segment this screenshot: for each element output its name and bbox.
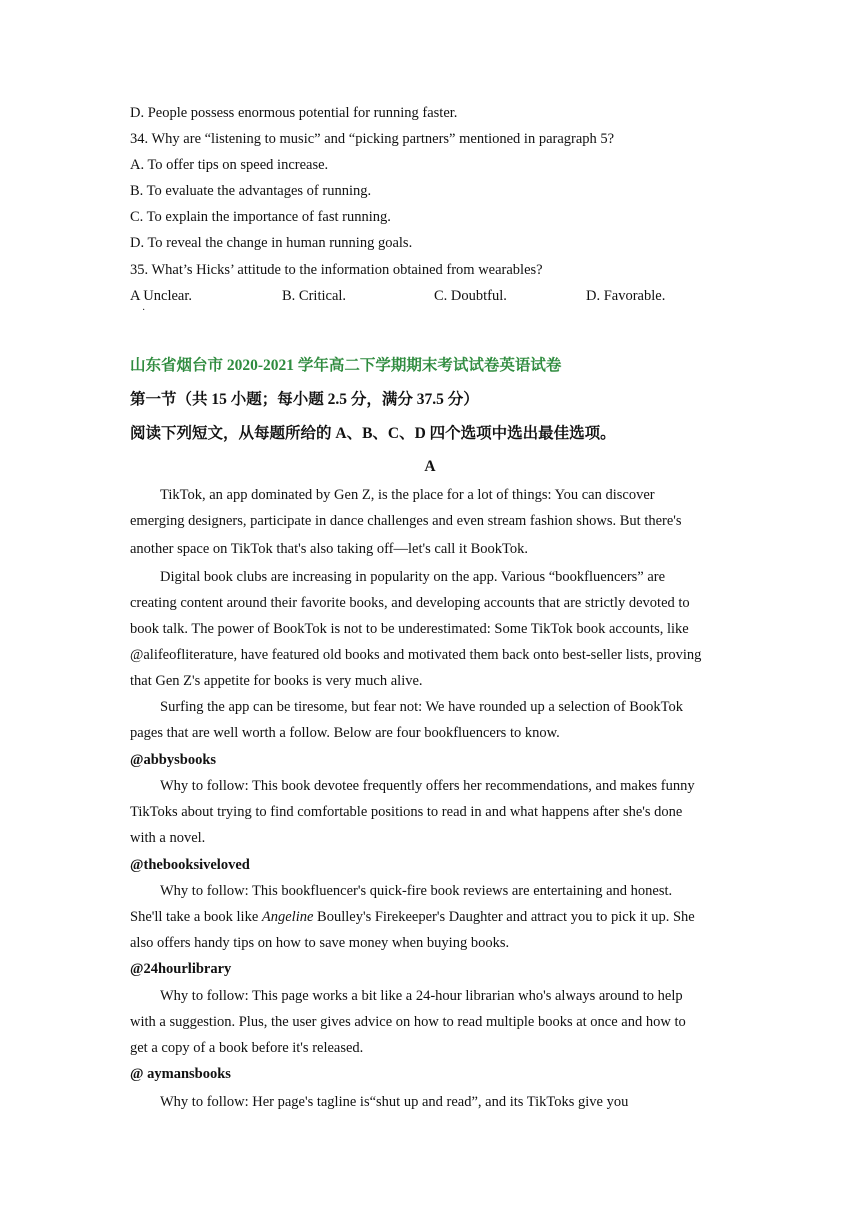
q34-option-a: A. To offer tips on speed increase.: [130, 157, 329, 173]
passage-p1-line1: TikTok, an app dominated by Gen Z, is the place for a lot of things: You can discover: [160, 487, 655, 503]
q33-option-d: D. People possess enormous potential for running faster.: [130, 105, 458, 121]
section-heading: 第一节（共 15 小题；每小题 2.5 分，满分 37.5 分）: [130, 391, 479, 408]
account-handle-thebooksiveloved: @thebooksiveloved: [130, 857, 250, 873]
q35-option-b: B. Critical.: [282, 288, 347, 304]
account-desc-line: Why to follow: This book devotee frequently offers her recommendations, and makes funny: [160, 778, 695, 794]
q34-stem: 34. Why are “listening to music” and “picking partners” mentioned in paragraph 5?: [130, 131, 615, 147]
account-handle-aymansbooks: @ aymansbooks: [130, 1066, 231, 1082]
instruction: 阅读下列短文，从每题所给的 A、B、C、D 四个选项中选出最佳选项。: [130, 425, 616, 442]
account-desc-line: Why to follow: This bookfluencer's quick-fire book reviews are entertaining and honest.: [160, 883, 673, 899]
q35-option-d: D. Favorable.: [586, 288, 666, 304]
q35-option-c: C. Doubtful.: [434, 288, 507, 304]
account-desc-line: [130, 907, 695, 927]
passage-p3-line2: pages that are well worth a follow. Below are four bookfluencers to know.: [130, 725, 560, 741]
emphasis-dot: ·: [142, 305, 146, 316]
q34-option-b: B. To evaluate the advantages of running.: [130, 183, 372, 199]
passage-p3-line1: Surfing the app can be tiresome, but fear not: We have rounded up a selection of BookTok: [160, 699, 684, 715]
passage-label: A: [424, 458, 436, 475]
passage-p1-line2: emerging designers, participate in dance challenges and even stream fashion shows. But there's: [130, 513, 682, 529]
account-desc-text: She'll take a book like: [130, 909, 262, 925]
q35-option-a: A Unclear.: [130, 288, 193, 304]
account-desc-line: Why to follow: This page works a bit like a 24-hour librarian who's always around to help: [160, 988, 683, 1004]
passage-p2-line4: @alifeofliterature, have featured old books and motivated them back onto best-seller lists, proving: [130, 647, 702, 663]
account-desc-line: Why to follow: Her page's tagline is“shut up and read”, and its TikToks give you: [160, 1094, 629, 1110]
account-handle-abbysbooks: @abbysbooks: [130, 752, 217, 768]
account-desc-line: with a novel.: [130, 830, 206, 846]
passage-p2-line3: book talk. The power of BookTok is not to be underestimated: Some TikTok book accounts, like: [130, 621, 689, 637]
passage-p2-line2: creating content around their favorite books, and developing accounts that are strictly devoted to: [130, 595, 690, 611]
account-desc-line: with a suggestion. Plus, the user gives advice on how to read multiple books at once and how to: [130, 1014, 686, 1030]
passage-p2-line1: Digital book clubs are increasing in popularity on the app. Various “bookfluencers” are: [160, 569, 666, 585]
italic-name: Angeline: [261, 909, 314, 925]
account-desc-text: Boulley's Firekeeper's Daughter and attract you to pick it up. She: [313, 909, 695, 925]
account-desc-line: TikToks about trying to find comfortable positions to read in and what happens after she's done: [130, 804, 683, 820]
account-handle-24hourlibrary: @24hourlibrary: [130, 961, 232, 977]
passage-p1-line3: another space on TikTok that's also taking off—let's call it BookTok.: [130, 541, 529, 557]
q34-option-c: C. To explain the importance of fast running.: [130, 209, 391, 225]
account-desc-line: get a copy of a book before it's released.: [130, 1040, 364, 1056]
exam-title: 山东省烟台市 2020-2021 学年高二下学期期末考试试卷英语试卷: [130, 357, 562, 374]
q35-stem: 35. What’s Hicks’ attitude to the information obtained from wearables?: [130, 262, 543, 278]
account-desc-line: also offers handy tips on how to save money when buying books.: [130, 935, 510, 951]
passage-p2-line5: that Gen Z's appetite for books is very much alive.: [130, 673, 423, 689]
q34-option-d: D. To reveal the change in human running goals.: [130, 235, 413, 251]
